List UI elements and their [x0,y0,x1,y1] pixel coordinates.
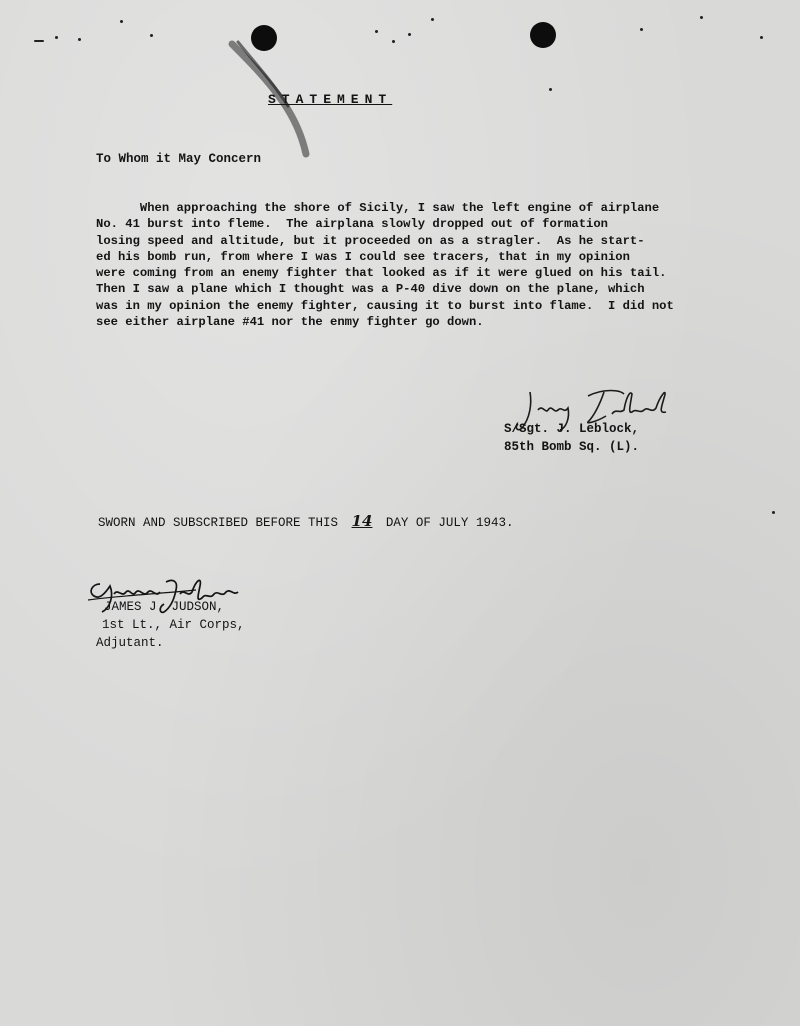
adjutant-name: JAMES J. JUDSON, [104,600,225,614]
speck [375,30,378,33]
punch-hole-right [530,22,556,48]
body-line: When approaching the shore of Sicily, I saw the left engine of airplane [96,201,660,215]
body-line: see either airplane #41 nor the enmy fighter go down. [96,315,484,330]
sworn-day: 14 [351,512,373,530]
sworn-statement [98,512,513,530]
speck [78,38,81,41]
sworn-text-before: SWORN AND SUBSCRIBED BEFORE THIS [98,516,346,530]
adjutant-signature-block [86,574,316,664]
body-line: No. 41 burst into fleme. The airplana slowly dropped out of formation [96,217,608,232]
body-line: was in my opinion the enemy fighter, causing it to burst into flame. I did not [96,298,674,313]
signature-block [494,384,694,464]
speck [431,18,434,21]
body-line: were coming from an enemy fighter that looked as if it were glued on his tail. [96,266,667,281]
speck [700,16,703,19]
speck [549,88,552,91]
sworn-text-after: DAY OF JULY 1943. [378,516,514,530]
body-line: Then I saw a plane which I thought was a P-40 dive down on the plane, which [96,282,645,297]
body-line: losing speed and altitude, but it proceeded on as a stragler. As he start- [96,233,645,248]
speck [34,40,44,42]
statement-body [96,200,776,330]
speck [55,36,58,39]
speck [772,511,775,514]
signature-name: S/Sgt. J. Leblock, [504,422,640,436]
speck [640,28,643,31]
salutation: To Whom it May Concern [96,152,262,166]
adjutant-role: Adjutant. [96,636,164,650]
speck [150,34,153,37]
adjutant-rank: 1st Lt., Air Corps, [102,618,245,632]
signature-unit: 85th Bomb Sq. (L). [504,440,640,454]
body-line: ed his bomb run, from where I was I could see tracers, that in my opinion [96,249,630,264]
document-title: STATEMENT [268,92,393,107]
speck [408,33,411,36]
speck [392,40,395,43]
speck [760,36,763,39]
speck [120,20,123,23]
